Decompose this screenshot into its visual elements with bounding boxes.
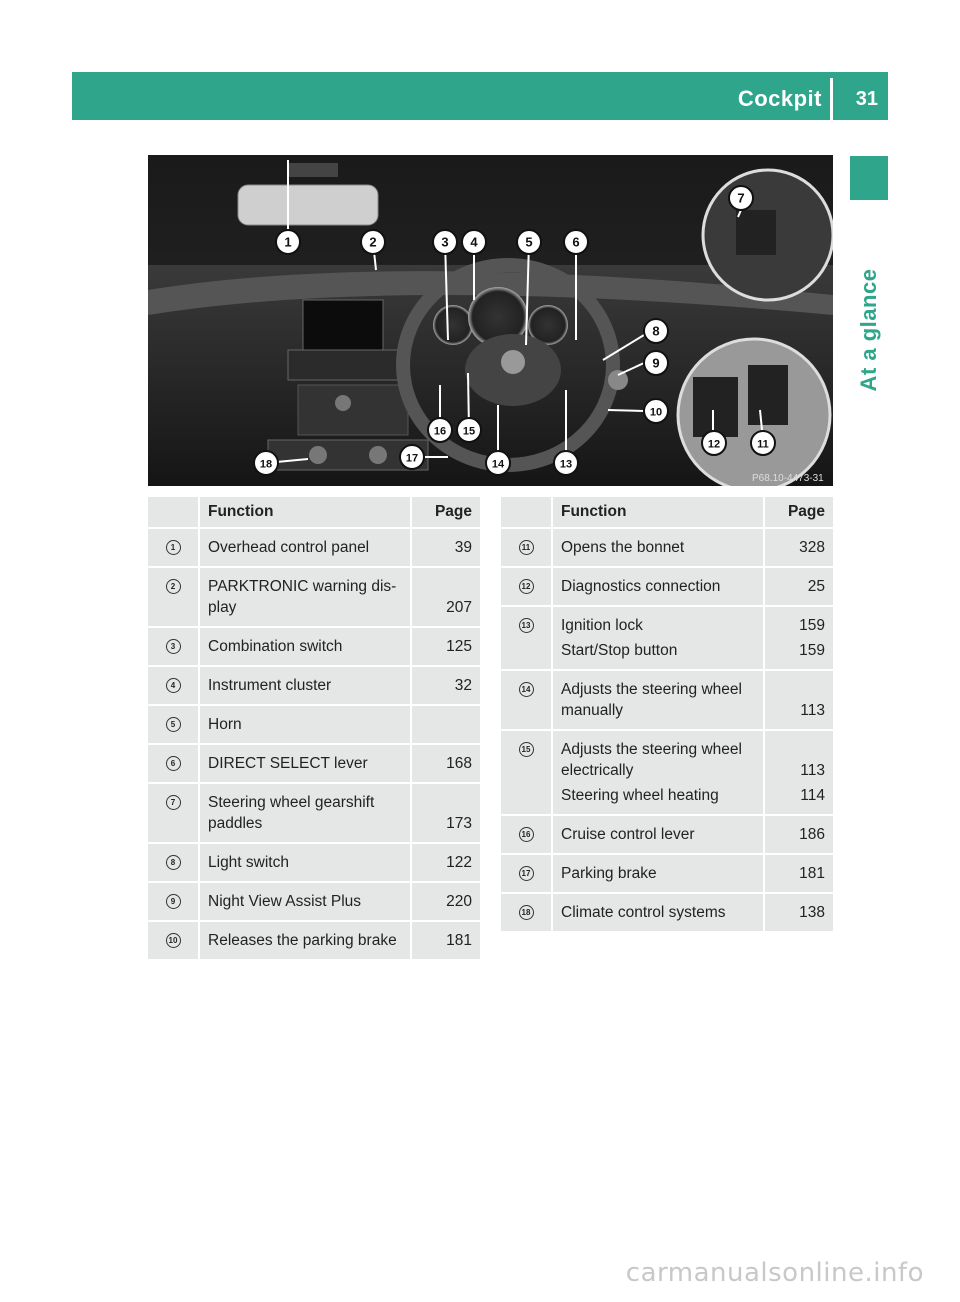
section-title: Cockpit — [737, 86, 822, 111]
svg-text:12: 12 — [707, 438, 721, 451]
page-cell — [412, 628, 480, 665]
figure-code: P68.10-4473-31 — [752, 473, 824, 484]
svg-text:6: 6 — [572, 234, 580, 250]
function-text: PARKTRONIC warning dis- play — [208, 578, 397, 616]
page-ref: 25 — [807, 578, 825, 595]
item-number-cell — [148, 628, 200, 665]
item-number-cell — [148, 745, 200, 782]
svg-text:1: 1 — [284, 234, 292, 250]
item-number-badge: 12 — [519, 579, 534, 594]
page-cell — [765, 607, 833, 669]
function-cell — [200, 628, 412, 665]
function-text: Overhead control panel — [208, 539, 370, 556]
function-cell — [200, 745, 412, 782]
table-row — [501, 816, 833, 853]
page-cell — [412, 529, 480, 566]
function-cell — [200, 667, 412, 704]
header-num-cell — [148, 497, 200, 527]
page-ref: 113 — [800, 702, 825, 719]
item-number-badge: 13 — [519, 618, 534, 633]
page-ref: 173 — [446, 815, 472, 832]
callout-11 — [751, 431, 775, 455]
item-number-cell — [501, 529, 553, 566]
item-number-badge: 9 — [166, 894, 181, 909]
callout-5 — [517, 230, 541, 254]
page-ref: 168 — [446, 755, 472, 772]
function-cell — [553, 607, 765, 669]
item-number-badge: 14 — [519, 682, 534, 697]
item-number-badge: 16 — [519, 827, 534, 842]
page-ref: 220 — [446, 893, 472, 910]
header-page: Page — [412, 497, 480, 527]
side-tab — [850, 156, 888, 200]
page-ref: 181 — [446, 932, 472, 949]
page-ref: 138 — [799, 904, 825, 921]
page-ref: 113 — [800, 762, 825, 779]
svg-text:15: 15 — [462, 425, 476, 438]
function-text: Steering wheel gearshift paddles — [208, 794, 375, 832]
function-table-right — [501, 495, 833, 933]
function-text: Cruise control lever — [561, 826, 695, 843]
page-ref: 328 — [799, 539, 825, 556]
table-row — [148, 628, 480, 665]
item-number-cell — [501, 816, 553, 853]
svg-text:5: 5 — [525, 234, 533, 250]
table-row — [501, 731, 833, 814]
function-text: Ignition lock — [561, 617, 643, 634]
svg-text:7: 7 — [737, 190, 745, 206]
item-number-cell — [148, 667, 200, 704]
page-cell — [412, 883, 480, 920]
page-cell — [412, 922, 480, 959]
function-text: Adjusts the steering wheel manually — [561, 681, 742, 719]
function-text: Diagnostics connection — [561, 578, 721, 595]
function-cell — [553, 529, 765, 566]
page-cell — [765, 731, 833, 814]
page-cell — [412, 844, 480, 881]
callout-17 — [400, 445, 424, 469]
svg-text:9: 9 — [652, 355, 660, 371]
page-cell — [412, 706, 480, 743]
item-number-badge: 17 — [519, 866, 534, 881]
item-number-cell — [148, 529, 200, 566]
svg-text:10: 10 — [649, 406, 663, 419]
item-number-cell — [501, 568, 553, 605]
function-text: Horn — [208, 716, 242, 733]
cockpit-illustration — [148, 155, 833, 486]
item-number-badge: 7 — [166, 795, 181, 810]
function-text: Adjusts the steering wheel electrically — [561, 741, 742, 779]
header-page: Page — [765, 497, 833, 527]
item-number-cell — [148, 568, 200, 626]
header-function: Function — [553, 497, 765, 527]
item-number-badge: 3 — [166, 639, 181, 654]
function-text: Combination switch — [208, 638, 343, 655]
table-row — [148, 883, 480, 920]
svg-text:18: 18 — [259, 458, 273, 471]
table-row — [148, 667, 480, 704]
callout-8 — [644, 319, 668, 343]
header-divider — [830, 78, 833, 120]
svg-text:17: 17 — [405, 452, 419, 465]
item-number-cell — [501, 855, 553, 892]
table-row — [148, 844, 480, 881]
side-tab-label: At a glance — [856, 268, 881, 392]
page-cell — [412, 745, 480, 782]
function-cell — [200, 568, 412, 626]
page-ref: 32 — [454, 677, 472, 694]
table-row — [501, 671, 833, 729]
watermark: carmanualsonline.info — [625, 1258, 924, 1288]
item-number-badge: 18 — [519, 905, 534, 920]
table-row — [148, 784, 480, 842]
item-number-badge: 4 — [166, 678, 181, 693]
function-text: Climate control systems — [561, 904, 726, 921]
table-row — [148, 745, 480, 782]
svg-text:3: 3 — [441, 234, 449, 250]
page-ref: 186 — [799, 826, 825, 843]
page-cell — [765, 816, 833, 853]
function-cell — [200, 784, 412, 842]
function-cell — [200, 883, 412, 920]
callout-10 — [644, 399, 668, 423]
cockpit-photo — [148, 155, 833, 486]
header-bar — [72, 72, 888, 120]
page-ref: 181 — [799, 865, 825, 882]
function-text: Releases the parking brake — [208, 932, 397, 949]
page-cell — [765, 894, 833, 931]
svg-text:2: 2 — [369, 234, 377, 250]
page-number: 31 — [855, 88, 878, 110]
page-ref: 122 — [446, 854, 472, 871]
function-text: Parking brake — [561, 865, 657, 882]
page-cell — [412, 784, 480, 842]
item-number-cell — [148, 883, 200, 920]
function-cell — [200, 922, 412, 959]
item-number-cell — [148, 706, 200, 743]
function-cell — [553, 855, 765, 892]
item-number-cell — [148, 922, 200, 959]
svg-text:11: 11 — [757, 438, 769, 451]
page-cell — [765, 671, 833, 729]
function-text: Light switch — [208, 854, 289, 871]
item-number-badge: 6 — [166, 756, 181, 771]
header-num-cell — [501, 497, 553, 527]
function-cell — [200, 529, 412, 566]
page-cell — [412, 667, 480, 704]
function-cell — [200, 844, 412, 881]
item-number-cell — [501, 671, 553, 729]
table-row — [148, 922, 480, 959]
callout-18 — [254, 451, 278, 475]
function-text: Instrument cluster — [208, 677, 332, 694]
item-number-cell — [501, 894, 553, 931]
page-cell — [765, 855, 833, 892]
item-number-badge: 11 — [519, 540, 534, 555]
svg-text:16: 16 — [433, 425, 447, 438]
function-cell — [553, 731, 765, 814]
item-number-badge: 8 — [166, 855, 181, 870]
function-cell — [553, 816, 765, 853]
page-cell — [765, 529, 833, 566]
function-text: Opens the bonnet — [561, 539, 685, 556]
table-row — [501, 855, 833, 892]
callout-6 — [564, 230, 588, 254]
function-cell — [553, 568, 765, 605]
function-text: Start/Stop button — [561, 642, 678, 659]
function-cell — [553, 894, 765, 931]
header-function: Function — [200, 497, 412, 527]
callout-9 — [644, 351, 668, 375]
table-header-row — [501, 497, 833, 527]
function-text: DIRECT SELECT lever — [208, 755, 368, 772]
item-number-cell — [148, 784, 200, 842]
function-text: Night View Assist Plus — [208, 893, 362, 910]
callout-4 — [462, 230, 486, 254]
function-text: Steering wheel heating — [561, 787, 719, 804]
page-ref: 207 — [446, 599, 472, 616]
callout-3 — [433, 230, 457, 254]
page-ref: 159 — [799, 617, 825, 634]
svg-text:4: 4 — [470, 234, 478, 250]
item-number-badge: 2 — [166, 579, 181, 594]
page-ref: 159 — [799, 642, 825, 659]
callout-12 — [702, 431, 726, 455]
table-row — [501, 568, 833, 605]
item-number-badge: 15 — [519, 742, 534, 757]
callout-2 — [361, 230, 385, 254]
svg-text:13: 13 — [559, 458, 573, 471]
page-ref: 114 — [800, 787, 825, 804]
table-row — [148, 568, 480, 626]
table-row — [501, 607, 833, 669]
callout-1 — [276, 230, 300, 254]
callout-14 — [486, 451, 510, 475]
item-number-badge: 5 — [166, 717, 181, 732]
table-row — [501, 529, 833, 566]
page-cell — [412, 568, 480, 626]
table-row — [148, 706, 480, 743]
item-number-badge: 1 — [166, 540, 181, 555]
item-number-cell — [501, 731, 553, 814]
item-number-cell — [501, 607, 553, 669]
table-row — [148, 529, 480, 566]
function-cell — [553, 671, 765, 729]
callout-13 — [554, 451, 578, 475]
callout-16 — [428, 418, 452, 442]
svg-text:14: 14 — [491, 458, 505, 471]
svg-text:8: 8 — [652, 323, 660, 339]
page-ref: 39 — [454, 539, 472, 556]
callout-7 — [729, 186, 753, 210]
function-cell — [200, 706, 412, 743]
item-number-badge: 10 — [166, 933, 181, 948]
callout-15 — [457, 418, 481, 442]
table-header-row — [148, 497, 480, 527]
table-row — [501, 894, 833, 931]
page-ref: 125 — [446, 638, 472, 655]
item-number-cell — [148, 844, 200, 881]
function-table-left — [148, 495, 480, 961]
page-cell — [765, 568, 833, 605]
